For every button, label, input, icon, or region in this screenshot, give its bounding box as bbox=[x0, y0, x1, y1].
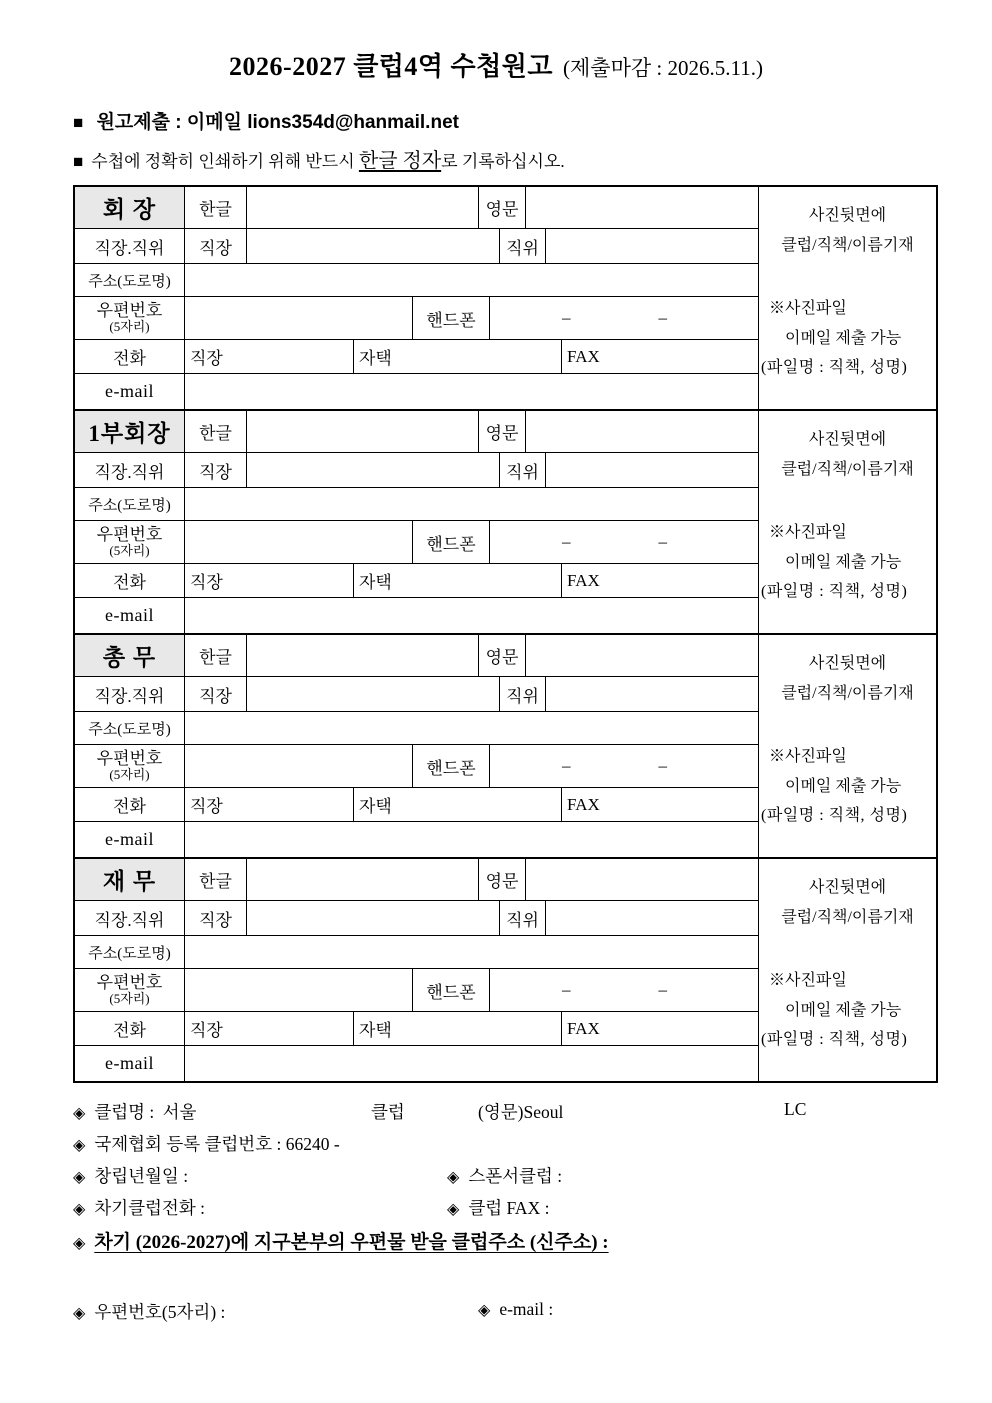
name-row bbox=[75, 411, 758, 453]
field-name-english-input[interactable] bbox=[526, 859, 758, 900]
field-job-input[interactable] bbox=[247, 229, 500, 263]
photo-note-line: 클럽/직책/이름기재 bbox=[781, 460, 914, 478]
postal-row bbox=[75, 745, 758, 788]
postal-label-main: 우편번호 bbox=[96, 300, 163, 320]
field-name-hangul-input[interactable] bbox=[247, 187, 479, 228]
job-position-label: 직장.직위 bbox=[75, 901, 185, 935]
email-row bbox=[75, 374, 758, 409]
postal-email-line bbox=[73, 1299, 973, 1331]
club-name-label: 클럽명 : bbox=[94, 1102, 159, 1122]
fax-label: FAX bbox=[567, 570, 600, 590]
phone-home-label: 자택 bbox=[359, 797, 392, 816]
position-label: 직위 bbox=[500, 453, 546, 487]
phone-home-label: 자택 bbox=[359, 1021, 392, 1040]
club-english-label: (영문)Seoul bbox=[478, 1102, 564, 1122]
club-fax-item bbox=[447, 1195, 549, 1220]
diamond-bullet-icon: ◈ bbox=[73, 1105, 86, 1122]
field-job-input[interactable] bbox=[247, 901, 500, 935]
photo-note-line: ※사진파일 bbox=[769, 524, 847, 542]
phone-work-label: 직장 bbox=[190, 797, 223, 816]
field-name-english-input[interactable] bbox=[526, 635, 758, 676]
next-phone-label: 차기클럽전화 : bbox=[94, 1198, 205, 1218]
position-label: 직위 bbox=[500, 677, 546, 711]
role-label: 회 장 bbox=[75, 187, 185, 228]
photo-note-line: 사진뒷면에 bbox=[808, 655, 887, 672]
field-phone-work-input[interactable] bbox=[185, 788, 354, 821]
next-address-item bbox=[73, 1227, 609, 1254]
phone-fax-line bbox=[73, 1195, 973, 1227]
postal-label bbox=[75, 297, 185, 339]
photo-note-spacer bbox=[759, 932, 936, 966]
founding-label: 창립년월일 : bbox=[94, 1166, 189, 1186]
fax-label: FAX bbox=[567, 794, 600, 814]
dash-separator: – bbox=[562, 756, 571, 775]
founding-item bbox=[73, 1163, 188, 1188]
photo-note-line: 클럽/직책/이름기재 bbox=[781, 236, 914, 254]
email-row bbox=[75, 822, 758, 857]
address-label: 주소(도로명) bbox=[75, 488, 185, 520]
diamond-bullet-icon: ◈ bbox=[73, 1201, 86, 1218]
postal-label-main: 우편번호 bbox=[96, 524, 163, 544]
job-label: 직장 bbox=[185, 453, 247, 487]
job-label: 직장 bbox=[185, 229, 247, 263]
mobile-label: 핸드폰 bbox=[413, 297, 490, 339]
email-label: e-mail bbox=[75, 822, 185, 857]
photo-note-line: (파일명 : 직책, 성명) bbox=[761, 807, 908, 825]
diamond-bullet-icon: ◈ bbox=[447, 1201, 460, 1218]
page-title bbox=[0, 0, 992, 83]
field-mobile-number-input[interactable] bbox=[490, 969, 758, 1011]
field-job-input[interactable] bbox=[247, 677, 500, 711]
photo-note-cell bbox=[758, 187, 936, 409]
footer-postal-item bbox=[73, 1299, 225, 1324]
field-position-input[interactable] bbox=[546, 901, 758, 935]
job-row bbox=[75, 229, 758, 264]
field-position-input[interactable] bbox=[546, 677, 758, 711]
photo-note-line: 사진뒷면에 bbox=[808, 879, 887, 896]
field-position-input[interactable] bbox=[546, 453, 758, 487]
photo-note-line: 이메일 제출 가능 bbox=[785, 777, 902, 795]
founding-sponsor-line bbox=[73, 1163, 973, 1195]
photo-note-line: 이메일 제출 가능 bbox=[785, 329, 902, 347]
officer-grid bbox=[75, 859, 758, 1081]
email-label: e-mail bbox=[75, 598, 185, 633]
field-job-input[interactable] bbox=[247, 453, 500, 487]
title-deadline: (제출마감 : 2026.5.11.) bbox=[563, 56, 763, 80]
phone-work-label: 직장 bbox=[190, 573, 223, 592]
english-label: 영문 bbox=[479, 187, 526, 228]
phone-row bbox=[75, 788, 758, 822]
field-fax-input[interactable] bbox=[562, 564, 758, 597]
photo-note-line: 사진뒷면에 bbox=[808, 207, 887, 224]
field-fax-input[interactable] bbox=[562, 1012, 758, 1045]
job-label: 직장 bbox=[185, 901, 247, 935]
footer-email-label: e-mail : bbox=[499, 1299, 554, 1319]
email-row bbox=[75, 1046, 758, 1081]
phone-label: 전화 bbox=[75, 1012, 185, 1045]
phone-label: 전화 bbox=[75, 788, 185, 821]
photo-note-line: ※사진파일 bbox=[769, 300, 847, 318]
photo-note-line: 이메일 제출 가능 bbox=[785, 553, 902, 571]
diamond-bullet-icon: ◈ bbox=[73, 1305, 86, 1322]
english-label: 영문 bbox=[479, 411, 526, 452]
field-address-input[interactable] bbox=[185, 264, 758, 296]
field-name-hangul-input[interactable] bbox=[247, 635, 479, 676]
club-suffix-label: 클럽 bbox=[371, 1102, 405, 1122]
photo-note-line: (파일명 : 직책, 성명) bbox=[761, 1031, 908, 1049]
postal-label-main: 우편번호 bbox=[96, 748, 163, 768]
field-mobile-number-input[interactable] bbox=[490, 297, 758, 339]
photo-note-line: ※사진파일 bbox=[769, 748, 847, 766]
address-row bbox=[75, 936, 758, 969]
name-row bbox=[75, 635, 758, 677]
photo-note-spacer bbox=[759, 484, 936, 518]
job-position-label: 직장.직위 bbox=[75, 677, 185, 711]
postal-label-sub: (5자리) bbox=[109, 319, 150, 335]
dash-separator: – bbox=[658, 532, 667, 551]
photo-note-line: 이메일 제출 가능 bbox=[785, 1001, 902, 1019]
square-bullet-icon: ■ bbox=[73, 113, 84, 132]
address-label: 주소(도로명) bbox=[75, 936, 185, 968]
phone-home-label: 자택 bbox=[359, 573, 392, 592]
field-fax-input[interactable] bbox=[562, 340, 758, 373]
postal-row bbox=[75, 969, 758, 1012]
dash-separator: – bbox=[658, 756, 667, 775]
field-email-input[interactable] bbox=[185, 1046, 758, 1081]
phone-home-label: 자택 bbox=[359, 349, 392, 368]
address-row bbox=[75, 264, 758, 297]
next-address-line bbox=[73, 1227, 973, 1259]
field-phone-work-input[interactable] bbox=[185, 564, 354, 597]
postal-label-main: 우편번호 bbox=[96, 972, 163, 992]
position-label: 직위 bbox=[500, 229, 546, 263]
field-address-input[interactable] bbox=[185, 936, 758, 968]
photo-note-line: ※사진파일 bbox=[769, 972, 847, 990]
field-address-input[interactable] bbox=[185, 712, 758, 744]
job-position-label: 직장.직위 bbox=[75, 453, 185, 487]
job-position-label: 직장.직위 bbox=[75, 229, 185, 263]
field-mobile-number-input[interactable] bbox=[490, 521, 758, 563]
photo-note-line: (파일명 : 직책, 성명) bbox=[761, 583, 908, 601]
role-label: 재 무 bbox=[75, 859, 185, 900]
field-phone-work-input[interactable] bbox=[185, 1012, 354, 1045]
photo-note-cell bbox=[758, 635, 936, 857]
field-mobile-number-input[interactable] bbox=[490, 745, 758, 787]
notice-emphasis: 한글 정자 bbox=[358, 150, 442, 172]
phone-row bbox=[75, 1012, 758, 1046]
notice-line bbox=[73, 144, 992, 173]
sponsor-item bbox=[447, 1163, 562, 1188]
postal-row bbox=[75, 297, 758, 340]
phone-row bbox=[75, 564, 758, 598]
mobile-label: 핸드폰 bbox=[413, 521, 490, 563]
diamond-bullet-icon: ◈ bbox=[73, 1137, 86, 1154]
officer-grid bbox=[75, 187, 758, 409]
field-fax-input[interactable] bbox=[562, 788, 758, 821]
field-name-english-input[interactable] bbox=[526, 187, 758, 228]
postal-label-sub: (5자리) bbox=[109, 991, 150, 1007]
role-label: 총 무 bbox=[75, 635, 185, 676]
postal-label bbox=[75, 969, 185, 1011]
field-phone-home-input[interactable] bbox=[354, 564, 562, 597]
postal-row bbox=[75, 521, 758, 564]
diamond-bullet-icon: ◈ bbox=[73, 1235, 86, 1252]
field-name-hangul-input[interactable] bbox=[247, 411, 479, 452]
job-label: 직장 bbox=[185, 677, 247, 711]
photo-note-cell bbox=[758, 411, 936, 633]
club-name-value: 서울 bbox=[162, 1102, 197, 1122]
postal-label-sub: (5자리) bbox=[109, 543, 150, 559]
notice-post: 로 기록하십시오. bbox=[441, 152, 565, 171]
footer-postal-label: 우편번호(5자리) : bbox=[94, 1302, 226, 1322]
position-label: 직위 bbox=[500, 901, 546, 935]
photo-note-line: 클럽/직책/이름기재 bbox=[781, 908, 914, 926]
photo-note-spacer bbox=[759, 708, 936, 742]
field-address-input[interactable] bbox=[185, 488, 758, 520]
field-phone-home-input[interactable] bbox=[354, 788, 562, 821]
submit-email: lions354d@hanmail.net bbox=[247, 112, 459, 133]
club-fax-label: 클럽 FAX : bbox=[468, 1198, 550, 1218]
english-label: 영문 bbox=[479, 859, 526, 900]
submit-label: 원고제출 : 이메일 bbox=[96, 112, 242, 133]
field-postal-code-input[interactable] bbox=[185, 969, 413, 1011]
title-text: 2026-2027 클럽4역 수첩원고 bbox=[229, 52, 554, 81]
hangul-label: 한글 bbox=[185, 859, 247, 900]
email-row bbox=[75, 598, 758, 633]
diamond-bullet-icon: ◈ bbox=[73, 1169, 86, 1186]
field-name-english-input[interactable] bbox=[526, 411, 758, 452]
photo-note-line: 사진뒷면에 bbox=[808, 431, 887, 448]
postal-label-sub: (5자리) bbox=[109, 767, 150, 783]
club-name-item bbox=[73, 1099, 196, 1124]
field-email-input[interactable] bbox=[185, 822, 758, 857]
address-label: 주소(도로명) bbox=[75, 264, 185, 296]
name-row bbox=[75, 187, 758, 229]
field-phone-home-input[interactable] bbox=[354, 1012, 562, 1045]
square-bullet-icon: ■ bbox=[73, 152, 84, 171]
dash-separator: – bbox=[562, 980, 571, 999]
phone-label: 전화 bbox=[75, 340, 185, 373]
diamond-bullet-icon: ◈ bbox=[447, 1169, 460, 1186]
field-postal-code-input[interactable] bbox=[185, 745, 413, 787]
intl-number-label: 국제협회 등록 클럽번호 : 66240 - bbox=[94, 1134, 340, 1154]
address-row bbox=[75, 712, 758, 745]
intl-number-line bbox=[73, 1131, 973, 1163]
field-position-input[interactable] bbox=[546, 229, 758, 263]
dash-separator: – bbox=[658, 980, 667, 999]
field-email-input[interactable] bbox=[185, 598, 758, 633]
english-label: 영문 bbox=[479, 635, 526, 676]
dash-separator: – bbox=[562, 532, 571, 551]
sponsor-label: 스폰서클럽 : bbox=[468, 1166, 563, 1186]
email-label: e-mail bbox=[75, 374, 185, 409]
officer-section bbox=[73, 633, 938, 859]
dash-separator: – bbox=[562, 308, 571, 327]
next-phone-item bbox=[73, 1195, 205, 1220]
email-label: e-mail bbox=[75, 1046, 185, 1081]
phone-work-label: 직장 bbox=[190, 349, 223, 368]
diamond-bullet-icon: ◈ bbox=[478, 1302, 491, 1319]
officer-grid bbox=[75, 411, 758, 633]
field-phone-home-input[interactable] bbox=[354, 340, 562, 373]
club-name-line bbox=[73, 1099, 973, 1131]
address-row bbox=[75, 488, 758, 521]
photo-note-cell bbox=[758, 859, 936, 1081]
postal-label bbox=[75, 521, 185, 563]
field-postal-code-input[interactable] bbox=[185, 297, 413, 339]
footer-email-item bbox=[478, 1299, 553, 1320]
footer bbox=[73, 1099, 973, 1331]
intl-number-item bbox=[73, 1131, 340, 1156]
officer-section bbox=[73, 185, 938, 411]
submit-line bbox=[73, 107, 992, 134]
officer-section bbox=[73, 409, 938, 635]
postal-label bbox=[75, 745, 185, 787]
name-row bbox=[75, 859, 758, 901]
hangul-label: 한글 bbox=[185, 187, 247, 228]
field-phone-work-input[interactable] bbox=[185, 340, 354, 373]
job-row bbox=[75, 677, 758, 712]
hangul-label: 한글 bbox=[185, 635, 247, 676]
phone-work-label: 직장 bbox=[190, 1021, 223, 1040]
officer-grid bbox=[75, 635, 758, 857]
field-postal-code-input[interactable] bbox=[185, 521, 413, 563]
fax-label: FAX bbox=[567, 1018, 600, 1038]
job-row bbox=[75, 453, 758, 488]
job-row bbox=[75, 901, 758, 936]
photo-note-line: (파일명 : 직책, 성명) bbox=[761, 359, 908, 377]
notice-pre: 수첩에 정확히 인쇄하기 위해 반드시 bbox=[91, 152, 359, 171]
next-address-label: 차기 (2026-2027)에 지구본부의 우편물 받을 클럽주소 (신주소) : bbox=[94, 1232, 609, 1253]
field-name-hangul-input[interactable] bbox=[247, 859, 479, 900]
club-english-suffix: LC bbox=[784, 1099, 807, 1119]
photo-note-spacer bbox=[759, 260, 936, 294]
role-label: 1부회장 bbox=[75, 411, 185, 452]
phone-label: 전화 bbox=[75, 564, 185, 597]
mobile-label: 핸드폰 bbox=[413, 969, 490, 1011]
field-email-input[interactable] bbox=[185, 374, 758, 409]
mobile-label: 핸드폰 bbox=[413, 745, 490, 787]
fax-label: FAX bbox=[567, 346, 600, 366]
dash-separator: – bbox=[658, 308, 667, 327]
hangul-label: 한글 bbox=[185, 411, 247, 452]
photo-note-line: 클럽/직책/이름기재 bbox=[781, 684, 914, 702]
sections-container bbox=[73, 185, 938, 1083]
officer-section bbox=[73, 857, 938, 1083]
phone-row bbox=[75, 340, 758, 374]
address-label: 주소(도로명) bbox=[75, 712, 185, 744]
